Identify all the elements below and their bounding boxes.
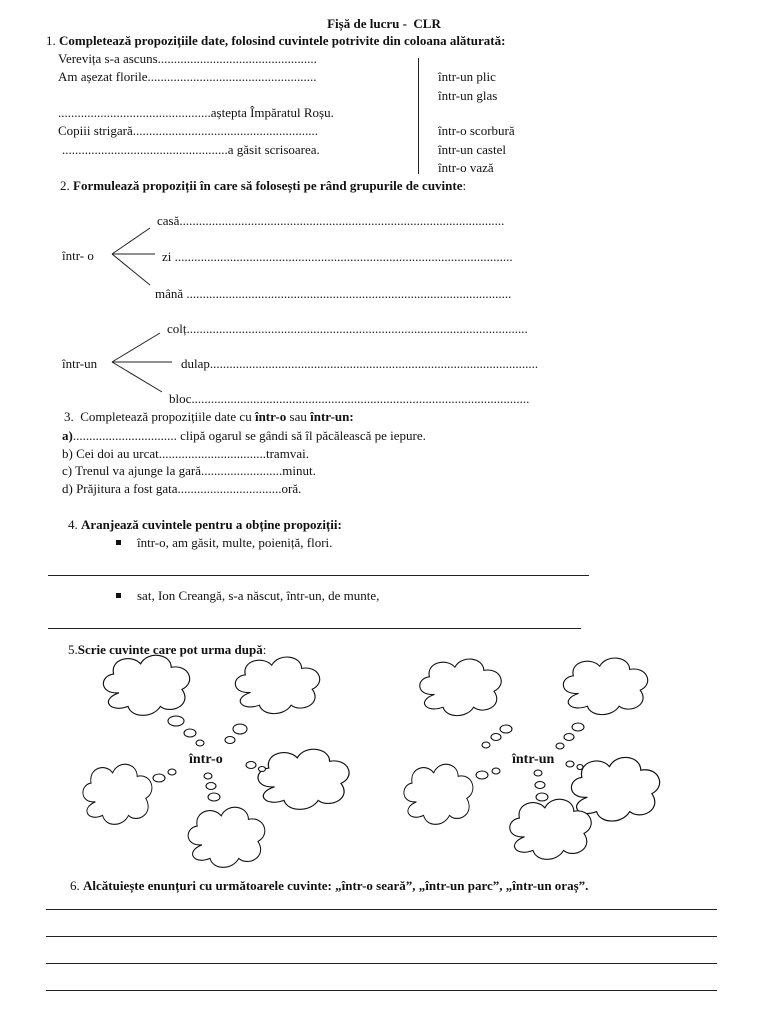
ex5-number: 5. [68, 642, 78, 657]
ex2-word-casa: casă.................................................................................................... [157, 213, 505, 228]
ex3-item-d: d) Prăjitura a fost gata................................oră. [62, 481, 302, 496]
ex3-item-b: b) Cei doi au urcat.................................tramvai. [62, 446, 309, 461]
ex2-colon: : [462, 178, 467, 193]
ex3-number: 3. [64, 409, 74, 424]
ex2-word-zi: zi ........................................................................................................ [162, 249, 513, 264]
cloud-right-top-right [563, 658, 647, 715]
ex6-instruction: Alcătuiește enunțuri cu următoarele cuvinte: „într-o seară”, „într-un parc”, „într-un oraș”. [83, 878, 589, 893]
ex3-instruction: Completează propozițiile date cu [80, 409, 252, 424]
ex1-sentence-4: Copiii strigară......................................................... [58, 123, 318, 138]
ex6-answer-line-3 [46, 963, 717, 964]
ex6-answer-line-4 [46, 990, 717, 991]
ex6-answer-line-2 [46, 936, 717, 937]
cloud-right-top-left [420, 659, 501, 716]
ex1-option-1: într-un plic [438, 69, 496, 84]
ex2-word-mana: mână .................................................................................................... [155, 286, 512, 301]
ex1-sentence-2: Am așezat florile.................................................... [58, 69, 317, 84]
ex1-number: 1. [46, 33, 56, 48]
cloud-right-middle-left [404, 764, 473, 824]
ex2-word-dulap: dulap..................................................................................................... [181, 356, 539, 371]
cloud-right-middle-right [571, 757, 659, 821]
ex3-word-intr-o: într-o [254, 409, 287, 424]
ex2-root-intr-un: într-un [62, 356, 98, 371]
ex3-or: sau [289, 409, 307, 424]
ex5-instruction: Scrie cuvinte care pot urma după [77, 642, 263, 657]
ex3-item-c: c) Trenul va ajunge la gară.........................minut. [62, 463, 316, 478]
ex3-word-intr-un: într-un: [310, 409, 354, 424]
ex1-sentence-5: ...................................................a găsit scrisoarea. [62, 142, 320, 157]
ex1-sentence-1: Verevița s-a ascuns................................................. [58, 51, 317, 66]
ex1-instruction: Completează propozițiile date, folosind cuvintele potrivite din coloana alăturată: [59, 33, 506, 48]
cloud-left-middle-right [258, 749, 349, 809]
title-subject: CLR [413, 16, 441, 31]
ex2-word-colt: colț......................................................................................................... [167, 321, 528, 336]
ex6-answer-line-1 [46, 909, 717, 910]
ex1-option-4: într-un castel [438, 142, 506, 157]
ex5-word-intr-o: într-o [189, 752, 223, 767]
ex3-item-a-text: ................................ clipă ogarul se gândi să îl păcălească pe iepure. [72, 428, 426, 443]
ex4-item-2: sat, Ion Creangă, s-a născut, într-un, de munte, [137, 588, 380, 603]
cloud-left-top-left [103, 655, 189, 715]
ex2-word-bloc: bloc........................................................................................................ [169, 391, 530, 406]
ex1-option-2: într-un glas [438, 88, 498, 103]
cloud-left-bottom [188, 807, 265, 867]
ex5-word-intr-un: într-un [512, 752, 555, 767]
ex6-heading [70, 878, 588, 894]
ex4-item-1: într-o, am găsit, multe, poieniță, flori. [137, 535, 333, 550]
ex5-colon: : [262, 642, 267, 657]
ex2-instruction: Formulează propoziții în care să folosești pe rând grupurile de cuvinte [73, 178, 463, 193]
ex3-item-a-label: a) [62, 428, 73, 443]
ex4-number: 4. [68, 517, 78, 532]
ex6-number: 6. [70, 878, 80, 893]
ex1-sentence-3: ...............................................așteptа Împăratul Roșu. [58, 105, 334, 120]
ex2-number: 2. [60, 178, 70, 193]
ex2-root-intr-o: într- o [62, 248, 94, 263]
ex1-option-5: într-o vază [438, 160, 494, 175]
ex4-instruction: Aranjează cuvintele pentru a obține propoziții: [81, 517, 342, 532]
cloud-left-top-right [235, 657, 319, 714]
ex1-option-3: într-o scorbură [438, 123, 515, 138]
cloud-left-middle-left [83, 764, 152, 824]
title-main: Fișă de lucru - [327, 16, 407, 31]
